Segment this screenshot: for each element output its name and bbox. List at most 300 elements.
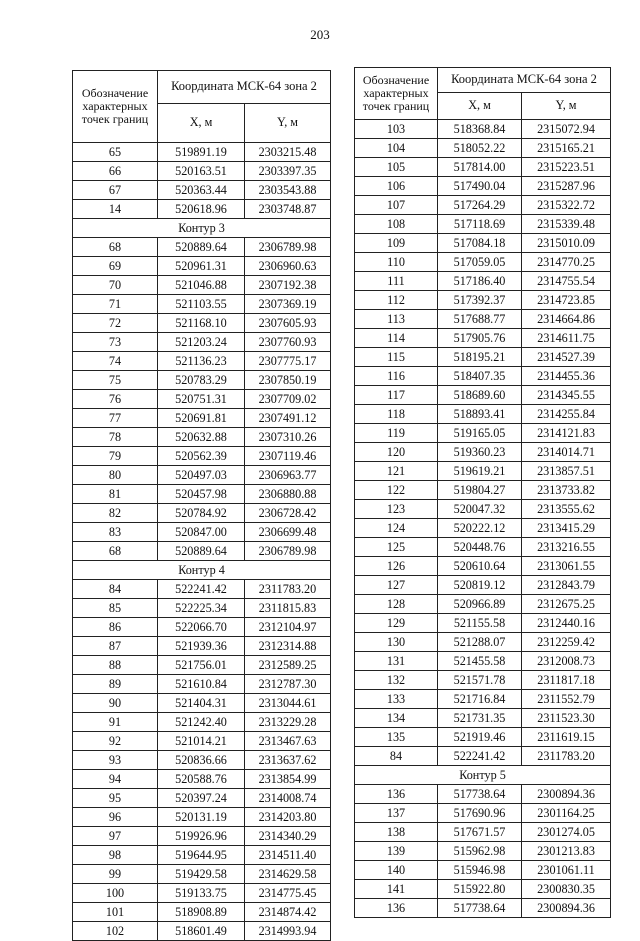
y-coordinate-cell: 2312589.25 xyxy=(245,656,331,675)
x-coordinate-cell: 518601.49 xyxy=(158,922,245,941)
table-row xyxy=(355,671,611,690)
point-number-cell: 110 xyxy=(355,253,438,272)
point-number-cell: 14 xyxy=(73,200,158,219)
table-row xyxy=(73,713,331,732)
table-row xyxy=(355,880,611,899)
x-coordinate-cell: 517738.64 xyxy=(438,785,522,804)
point-number-cell: 83 xyxy=(73,523,158,542)
x-coordinate-cell: 517905.76 xyxy=(438,329,522,348)
point-number-cell: 124 xyxy=(355,519,438,538)
table-row xyxy=(73,428,331,447)
point-number-cell: 86 xyxy=(73,618,158,637)
point-number-cell: 123 xyxy=(355,500,438,519)
y-coordinate-cell: 2313044.61 xyxy=(245,694,331,713)
y-coordinate-cell: 2312314.88 xyxy=(245,637,331,656)
table-row xyxy=(73,447,331,466)
x-coordinate-cell: 519360.23 xyxy=(438,443,522,462)
y-coordinate-cell: 2314255.84 xyxy=(522,405,611,424)
table-row xyxy=(73,865,331,884)
x-coordinate-cell: 519891.19 xyxy=(158,143,245,162)
table-row xyxy=(355,557,611,576)
y-coordinate-cell: 2315339.48 xyxy=(522,215,611,234)
x-coordinate-cell: 520363.44 xyxy=(158,181,245,200)
point-number-cell: 136 xyxy=(355,785,438,804)
point-number-cell: 119 xyxy=(355,424,438,443)
table-row xyxy=(73,580,331,599)
x-coordinate-cell: 517264.29 xyxy=(438,196,522,215)
y-coordinate-cell: 2311552.79 xyxy=(522,690,611,709)
x-coordinate-cell: 517490.04 xyxy=(438,177,522,196)
point-number-cell: 129 xyxy=(355,614,438,633)
table-row xyxy=(355,785,611,804)
table-row xyxy=(355,614,611,633)
point-number-cell: 72 xyxy=(73,314,158,333)
table-row xyxy=(73,485,331,504)
point-number-cell: 113 xyxy=(355,310,438,329)
table-row xyxy=(355,690,611,709)
y-coordinate-cell: 2314664.86 xyxy=(522,310,611,329)
point-number-cell: 133 xyxy=(355,690,438,709)
table-row xyxy=(73,732,331,751)
table-row xyxy=(355,709,611,728)
x-coordinate-cell: 517059.05 xyxy=(438,253,522,272)
y-coordinate-cell: 2301164.25 xyxy=(522,804,611,823)
point-number-cell: 107 xyxy=(355,196,438,215)
table-row xyxy=(355,424,611,443)
table-row xyxy=(73,162,331,181)
x-coordinate-cell: 520222.12 xyxy=(438,519,522,538)
point-number-cell: 90 xyxy=(73,694,158,713)
x-coordinate-cell: 521288.07 xyxy=(438,633,522,652)
point-number-cell: 105 xyxy=(355,158,438,177)
table-row xyxy=(73,504,331,523)
point-number-cell: 98 xyxy=(73,846,158,865)
table-row xyxy=(355,158,611,177)
y-coordinate-cell: 2314345.55 xyxy=(522,386,611,405)
point-number-cell: 66 xyxy=(73,162,158,181)
y-coordinate-cell: 2313229.28 xyxy=(245,713,331,732)
y-coordinate-cell: 2314755.54 xyxy=(522,272,611,291)
x-coordinate-cell: 520966.89 xyxy=(438,595,522,614)
y-coordinate-cell: 2312008.73 xyxy=(522,652,611,671)
table-row xyxy=(355,652,611,671)
x-coordinate-cell: 518052.22 xyxy=(438,139,522,158)
table-row xyxy=(355,595,611,614)
y-coordinate-cell: 2314203.80 xyxy=(245,808,331,827)
point-number-cell: 82 xyxy=(73,504,158,523)
x-coordinate-cell: 517690.96 xyxy=(438,804,522,823)
x-coordinate-cell: 520751.31 xyxy=(158,390,245,409)
point-number-cell: 85 xyxy=(73,599,158,618)
point-number-cell: 87 xyxy=(73,637,158,656)
x-coordinate-cell: 521716.84 xyxy=(438,690,522,709)
point-number-cell: 100 xyxy=(73,884,158,903)
point-number-cell: 104 xyxy=(355,139,438,158)
y-coordinate-cell: 2313733.82 xyxy=(522,481,611,500)
x-coordinate-cell: 520691.81 xyxy=(158,409,245,428)
table-row xyxy=(73,789,331,808)
y-coordinate-cell: 2312675.25 xyxy=(522,595,611,614)
x-coordinate-cell: 517392.37 xyxy=(438,291,522,310)
point-number-cell: 108 xyxy=(355,215,438,234)
point-number-cell: 89 xyxy=(73,675,158,694)
y-coordinate-cell: 2313061.55 xyxy=(522,557,611,576)
y-coordinate-cell: 2307709.02 xyxy=(245,390,331,409)
table-row xyxy=(355,386,611,405)
point-number-cell: 126 xyxy=(355,557,438,576)
x-coordinate-cell: 518689.60 xyxy=(438,386,522,405)
point-number-cell: 97 xyxy=(73,827,158,846)
x-coordinate-cell: 521155.58 xyxy=(438,614,522,633)
x-coordinate-cell: 515962.98 xyxy=(438,842,522,861)
table-row xyxy=(355,538,611,557)
point-number-cell: 80 xyxy=(73,466,158,485)
y-coordinate-cell: 2315287.96 xyxy=(522,177,611,196)
point-number-cell: 79 xyxy=(73,447,158,466)
point-number-cell: 125 xyxy=(355,538,438,557)
x-coordinate-cell: 521919.46 xyxy=(438,728,522,747)
x-coordinate-cell: 521103.55 xyxy=(158,295,245,314)
x-coordinate-cell: 520448.76 xyxy=(438,538,522,557)
y-coordinate-cell: 2314775.45 xyxy=(245,884,331,903)
x-coordinate-cell: 515922.80 xyxy=(438,880,522,899)
table-row xyxy=(73,808,331,827)
point-number-cell: 130 xyxy=(355,633,438,652)
y-coordinate-cell: 2306960.63 xyxy=(245,257,331,276)
table-row xyxy=(355,291,611,310)
y-coordinate-cell: 2315072.94 xyxy=(522,120,611,139)
y-coordinate-cell: 2313854.99 xyxy=(245,770,331,789)
x-coordinate-cell: 517084.18 xyxy=(438,234,522,253)
table-row xyxy=(355,747,611,766)
y-coordinate-cell: 2312259.42 xyxy=(522,633,611,652)
x-coordinate-cell: 520889.64 xyxy=(158,238,245,257)
table-row xyxy=(355,633,611,652)
y-coordinate-cell: 2301274.05 xyxy=(522,823,611,842)
x-coordinate-cell: 520618.96 xyxy=(158,200,245,219)
point-number-cell: 103 xyxy=(355,120,438,139)
point-number-cell: 67 xyxy=(73,181,158,200)
table-row xyxy=(355,500,611,519)
point-number-cell: 70 xyxy=(73,276,158,295)
x-coordinate-cell: 521203.24 xyxy=(158,333,245,352)
coordinate-system-header: Координата МСК-64 зона 2 xyxy=(158,71,331,104)
y-coordinate-cell: 2303748.87 xyxy=(245,200,331,219)
point-number-cell: 84 xyxy=(73,580,158,599)
y-coordinate-cell: 2314008.74 xyxy=(245,789,331,808)
y-coordinate-cell: 2312787.30 xyxy=(245,675,331,694)
point-number-cell: 117 xyxy=(355,386,438,405)
x-coordinate-cell: 519644.95 xyxy=(158,846,245,865)
x-coordinate-cell: 518368.84 xyxy=(438,120,522,139)
table-row xyxy=(355,481,611,500)
point-number-cell: 69 xyxy=(73,257,158,276)
x-coordinate-cell: 520588.76 xyxy=(158,770,245,789)
table-row xyxy=(355,804,611,823)
point-number-cell: 75 xyxy=(73,371,158,390)
x-coordinate-cell: 520131.19 xyxy=(158,808,245,827)
x-coordinate-cell: 517671.57 xyxy=(438,823,522,842)
table-row xyxy=(73,314,331,333)
x-coordinate-cell: 518195.21 xyxy=(438,348,522,367)
x-coordinate-cell: 521242.40 xyxy=(158,713,245,732)
point-number-cell: 111 xyxy=(355,272,438,291)
table-row xyxy=(73,656,331,675)
y-coordinate-cell: 2311815.83 xyxy=(245,599,331,618)
point-number-cell: 140 xyxy=(355,861,438,880)
table-row xyxy=(355,576,611,595)
table-row xyxy=(73,523,331,542)
coordinates-table-left xyxy=(72,70,331,941)
point-number-cell: 120 xyxy=(355,443,438,462)
table-row xyxy=(355,196,611,215)
x-coordinate-cell: 522241.42 xyxy=(438,747,522,766)
point-number-cell: 136 xyxy=(355,899,438,918)
table-row xyxy=(355,462,611,481)
y-coordinate-cell: 2306963.77 xyxy=(245,466,331,485)
table-row xyxy=(73,884,331,903)
point-number-cell: 81 xyxy=(73,485,158,504)
x-coordinate-cell: 521136.23 xyxy=(158,352,245,371)
y-coordinate-cell: 2303543.88 xyxy=(245,181,331,200)
point-number-cell: 112 xyxy=(355,291,438,310)
y-coordinate-cell: 2313637.62 xyxy=(245,751,331,770)
y-coordinate-cell: 2314629.58 xyxy=(245,865,331,884)
table-row xyxy=(73,675,331,694)
table-row xyxy=(355,367,611,386)
x-coordinate-cell: 521014.21 xyxy=(158,732,245,751)
y-coordinate-cell: 2301213.83 xyxy=(522,842,611,861)
y-coordinate-cell: 2314511.40 xyxy=(245,846,331,865)
x-coordinate-cell: 522241.42 xyxy=(158,580,245,599)
y-coordinate-cell: 2306880.88 xyxy=(245,485,331,504)
point-number-cell: 109 xyxy=(355,234,438,253)
table-row xyxy=(73,276,331,295)
y-coordinate-cell: 2313857.51 xyxy=(522,462,611,481)
x-coordinate-cell: 521756.01 xyxy=(158,656,245,675)
x-coordinate-cell: 520784.92 xyxy=(158,504,245,523)
y-coordinate-cell: 2314455.36 xyxy=(522,367,611,386)
y-coordinate-cell: 2311523.30 xyxy=(522,709,611,728)
x-coordinate-cell: 521046.88 xyxy=(158,276,245,295)
point-number-cell: 95 xyxy=(73,789,158,808)
table-row xyxy=(355,443,611,462)
point-number-cell: 102 xyxy=(73,922,158,941)
x-coordinate-cell: 518893.41 xyxy=(438,405,522,424)
y-coordinate-cell: 2313467.63 xyxy=(245,732,331,751)
x-coordinate-cell: 518407.35 xyxy=(438,367,522,386)
y-coordinate-cell: 2311783.20 xyxy=(522,747,611,766)
table-body-right xyxy=(355,120,611,918)
table-row xyxy=(73,257,331,276)
point-number-cell: 92 xyxy=(73,732,158,751)
x-coordinate-cell: 515946.98 xyxy=(438,861,522,880)
table-row xyxy=(73,295,331,314)
x-coordinate-cell: 517738.64 xyxy=(438,899,522,918)
table-row xyxy=(73,770,331,789)
y-coordinate-cell: 2303215.48 xyxy=(245,143,331,162)
x-coordinate-cell: 520632.88 xyxy=(158,428,245,447)
table-row xyxy=(355,842,611,861)
y-coordinate-cell: 2314770.25 xyxy=(522,253,611,272)
y-coordinate-cell: 2306789.98 xyxy=(245,542,331,561)
x-coordinate-cell: 517814.00 xyxy=(438,158,522,177)
x-column-header: X, м xyxy=(438,92,522,119)
y-coordinate-cell: 2307491.12 xyxy=(245,409,331,428)
x-coordinate-cell: 517118.69 xyxy=(438,215,522,234)
table-row xyxy=(73,200,331,219)
x-coordinate-cell: 520457.98 xyxy=(158,485,245,504)
table-row xyxy=(73,846,331,865)
x-coordinate-cell: 520047.32 xyxy=(438,500,522,519)
table-row xyxy=(355,861,611,880)
y-coordinate-cell: 2314611.75 xyxy=(522,329,611,348)
table-row xyxy=(355,310,611,329)
table-row xyxy=(73,922,331,941)
table-row xyxy=(73,238,331,257)
table-row xyxy=(73,390,331,409)
point-number-cell: 73 xyxy=(73,333,158,352)
table-row xyxy=(355,728,611,747)
point-number-cell: 132 xyxy=(355,671,438,690)
contour-row xyxy=(73,561,331,580)
y-column-header: Y, м xyxy=(245,103,331,142)
point-number-cell: 115 xyxy=(355,348,438,367)
y-coordinate-cell: 2313216.55 xyxy=(522,538,611,557)
table-row xyxy=(73,599,331,618)
table-row xyxy=(73,409,331,428)
point-number-cell: 65 xyxy=(73,143,158,162)
table-row xyxy=(355,329,611,348)
x-coordinate-cell: 519133.75 xyxy=(158,884,245,903)
y-coordinate-cell: 2311817.18 xyxy=(522,671,611,690)
y-coordinate-cell: 2307760.93 xyxy=(245,333,331,352)
x-coordinate-cell: 519804.27 xyxy=(438,481,522,500)
y-coordinate-cell: 2307775.17 xyxy=(245,352,331,371)
y-coordinate-cell: 2314014.71 xyxy=(522,443,611,462)
x-coordinate-cell: 520783.29 xyxy=(158,371,245,390)
point-number-cell: 138 xyxy=(355,823,438,842)
y-coordinate-cell: 2312440.16 xyxy=(522,614,611,633)
table-row xyxy=(73,637,331,656)
y-coordinate-cell: 2300894.36 xyxy=(522,899,611,918)
coordinate-system-header: Координата МСК-64 зона 2 xyxy=(438,68,611,93)
table-row xyxy=(73,181,331,200)
table-row xyxy=(355,519,611,538)
point-number-cell: 128 xyxy=(355,595,438,614)
table-row xyxy=(355,405,611,424)
x-coordinate-cell: 521610.84 xyxy=(158,675,245,694)
table-row xyxy=(73,371,331,390)
table-row xyxy=(355,272,611,291)
y-coordinate-cell: 2313415.29 xyxy=(522,519,611,538)
x-coordinate-cell: 519926.96 xyxy=(158,827,245,846)
table-row xyxy=(73,333,331,352)
points-header: Обозначение характерных точек границ xyxy=(355,68,438,120)
y-column-header: Y, м xyxy=(522,92,611,119)
point-number-cell: 106 xyxy=(355,177,438,196)
x-coordinate-cell: 520819.12 xyxy=(438,576,522,595)
y-coordinate-cell: 2307310.26 xyxy=(245,428,331,447)
point-number-cell: 88 xyxy=(73,656,158,675)
contour-label: Контур 5 xyxy=(355,766,611,785)
table-row xyxy=(73,694,331,713)
point-number-cell: 68 xyxy=(73,542,158,561)
point-number-cell: 76 xyxy=(73,390,158,409)
y-coordinate-cell: 2306789.98 xyxy=(245,238,331,257)
point-number-cell: 127 xyxy=(355,576,438,595)
y-coordinate-cell: 2300830.35 xyxy=(522,880,611,899)
y-coordinate-cell: 2306699.48 xyxy=(245,523,331,542)
x-coordinate-cell: 520961.31 xyxy=(158,257,245,276)
y-coordinate-cell: 2314340.29 xyxy=(245,827,331,846)
x-coordinate-cell: 521404.31 xyxy=(158,694,245,713)
y-coordinate-cell: 2314121.83 xyxy=(522,424,611,443)
x-coordinate-cell: 520397.24 xyxy=(158,789,245,808)
contour-label: Контур 3 xyxy=(73,219,331,238)
table-row xyxy=(73,827,331,846)
y-coordinate-cell: 2307192.38 xyxy=(245,276,331,295)
x-coordinate-cell: 520610.64 xyxy=(438,557,522,576)
x-coordinate-cell: 520847.00 xyxy=(158,523,245,542)
point-number-cell: 74 xyxy=(73,352,158,371)
x-coordinate-cell: 521455.58 xyxy=(438,652,522,671)
y-coordinate-cell: 2315010.09 xyxy=(522,234,611,253)
point-number-cell: 101 xyxy=(73,903,158,922)
point-number-cell: 116 xyxy=(355,367,438,386)
x-coordinate-cell: 520889.64 xyxy=(158,542,245,561)
x-coordinate-cell: 519619.21 xyxy=(438,462,522,481)
point-number-cell: 68 xyxy=(73,238,158,257)
y-coordinate-cell: 2311619.15 xyxy=(522,728,611,747)
point-number-cell: 118 xyxy=(355,405,438,424)
point-number-cell: 135 xyxy=(355,728,438,747)
y-coordinate-cell: 2315322.72 xyxy=(522,196,611,215)
x-coordinate-cell: 521731.35 xyxy=(438,709,522,728)
y-coordinate-cell: 2313555.62 xyxy=(522,500,611,519)
y-coordinate-cell: 2314874.42 xyxy=(245,903,331,922)
point-number-cell: 131 xyxy=(355,652,438,671)
table-row xyxy=(73,903,331,922)
table-row xyxy=(355,215,611,234)
table-row xyxy=(355,253,611,272)
table-row xyxy=(355,823,611,842)
point-number-cell: 134 xyxy=(355,709,438,728)
table-row xyxy=(73,466,331,485)
table-row xyxy=(73,618,331,637)
x-coordinate-cell: 521939.36 xyxy=(158,637,245,656)
y-coordinate-cell: 2307850.19 xyxy=(245,371,331,390)
point-number-cell: 96 xyxy=(73,808,158,827)
y-coordinate-cell: 2312104.97 xyxy=(245,618,331,637)
point-number-cell: 93 xyxy=(73,751,158,770)
x-column-header: X, м xyxy=(158,103,245,142)
table-body-left xyxy=(73,143,331,941)
contour-row xyxy=(73,219,331,238)
x-coordinate-cell: 517186.40 xyxy=(438,272,522,291)
page-number: 203 xyxy=(310,27,330,42)
x-coordinate-cell: 522225.34 xyxy=(158,599,245,618)
point-number-cell: 139 xyxy=(355,842,438,861)
y-coordinate-cell: 2314527.39 xyxy=(522,348,611,367)
y-coordinate-cell: 2307369.19 xyxy=(245,295,331,314)
contour-label: Контур 4 xyxy=(73,561,331,580)
y-coordinate-cell: 2307605.93 xyxy=(245,314,331,333)
table-row xyxy=(355,177,611,196)
table-row xyxy=(355,139,611,158)
coordinates-table-right xyxy=(354,67,611,918)
x-coordinate-cell: 520497.03 xyxy=(158,466,245,485)
